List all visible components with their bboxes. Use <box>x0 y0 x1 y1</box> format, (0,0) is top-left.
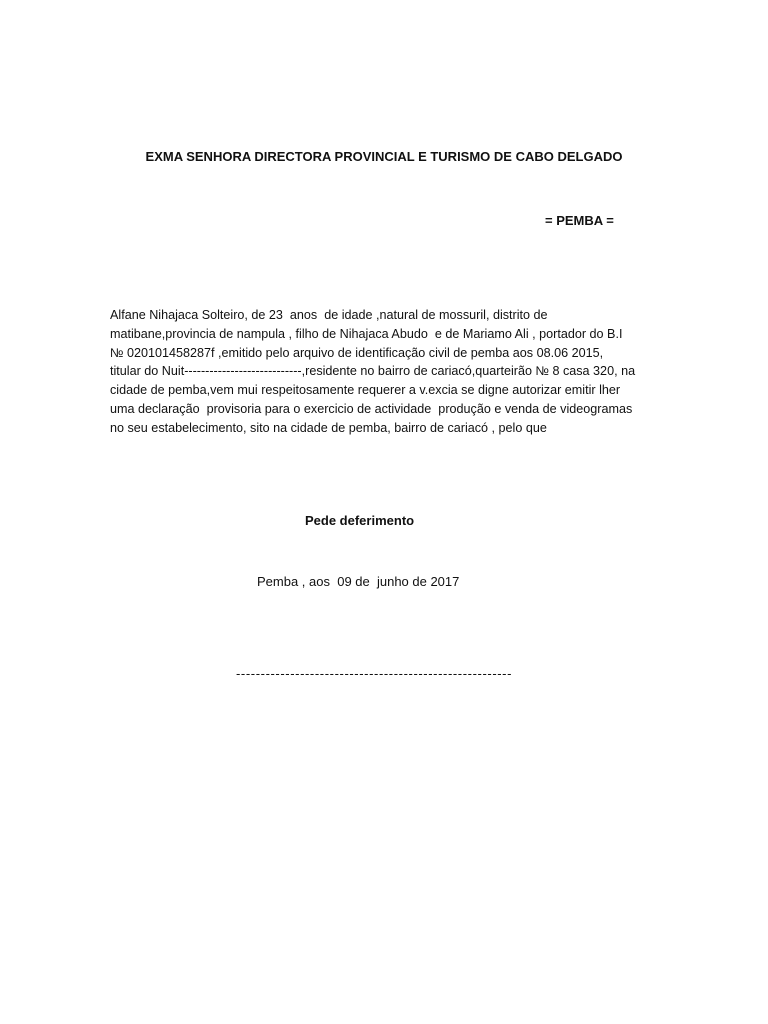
body-line: Alfane Nihajaca Solteiro, de 23 anos de idade ,natural de mossuril, distrito de <box>110 308 548 322</box>
request-closing: Pede deferimento <box>305 513 415 528</box>
letter-city: = PEMBA = <box>545 213 614 228</box>
letter-body <box>110 306 670 438</box>
place-date: Pemba , aos 09 de junho de 2017 <box>257 574 460 589</box>
body-line: titular do Nuit----------------------------,residente no bairro de cariacó,quarteirão № 8 casa 320, na <box>110 364 636 379</box>
body-line: no seu estabelecimento, sito na cidade de pemba, bairro de cariacó , pelo que <box>110 420 547 435</box>
body-line: № 020101458287f ,emitido pelo arquivo de identificação civil de pemba aos 08.06 2015, <box>110 345 604 360</box>
body-line: matibane,provincia de nampula , filho de Nihajaca Abudo e de Mariamo Ali , portador do B.I <box>110 326 623 341</box>
body-line: cidade de pemba,vem mui respeitosamente requerer a v.excia se digne autorizar emitir lher <box>110 383 621 398</box>
body-line: uma declaração provisoria para o exercicio de actividade produção e venda de videogramas <box>110 401 633 416</box>
letter-addressee: EXMA SENHORA DIRECTORA PROVINCIAL E TURISMO DE CABO DELGADO <box>145 149 623 164</box>
signature-line: -------------------------------------------------------- <box>236 666 513 681</box>
